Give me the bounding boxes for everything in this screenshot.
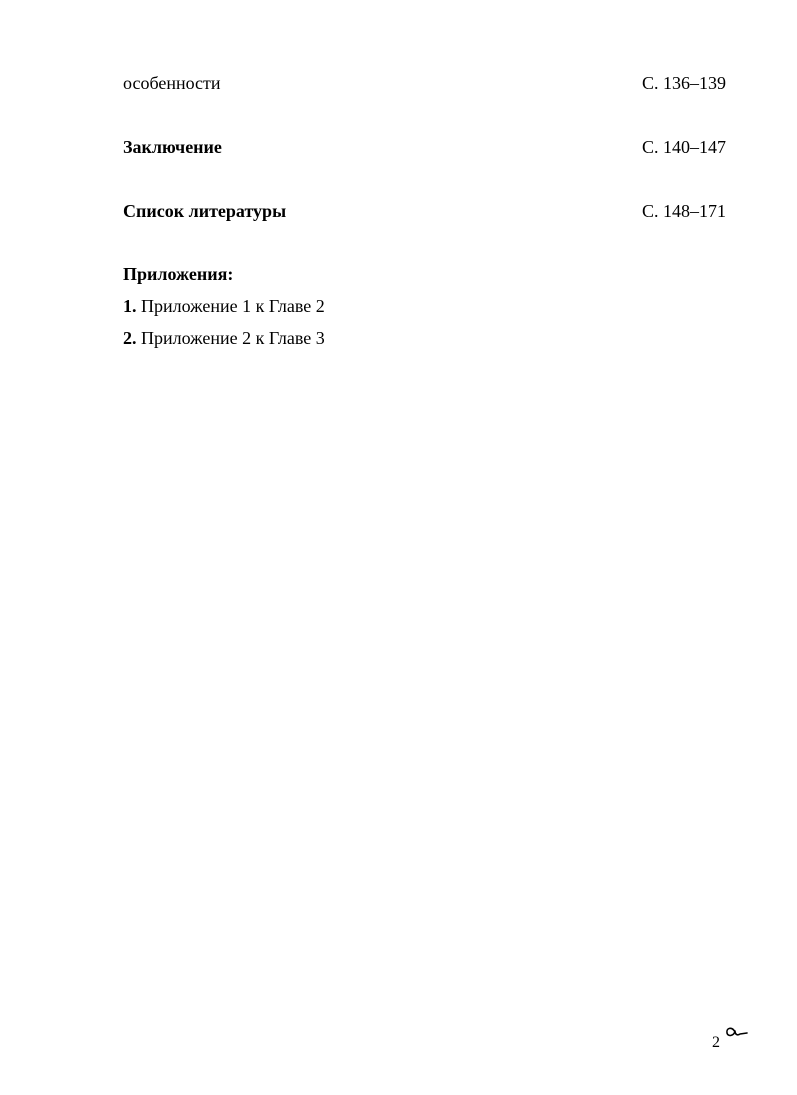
page-number: 2 — [712, 1034, 720, 1051]
appendix-item-number: 1. — [123, 296, 137, 316]
toc-title: особенности — [123, 73, 221, 93]
appendix-item-text: Приложение 2 к Главе 3 — [136, 328, 325, 348]
appendix-item-number: 2. — [123, 328, 137, 348]
appendix-item — [123, 295, 325, 317]
appendices-heading: Приложения: — [123, 264, 234, 284]
handwritten-letter-a-mark — [723, 1022, 749, 1040]
toc-pages: С. 140–147 — [641, 137, 726, 157]
appendix-item-text: Приложение 1 к Главе 2 — [136, 296, 325, 316]
toc-row-features — [123, 72, 726, 94]
toc-pages: С. 148–171 — [641, 201, 726, 221]
toc-row-conclusion — [123, 136, 726, 158]
toc-row-bibliography — [123, 200, 726, 222]
appendix-item — [123, 327, 325, 349]
toc-title: Заключение — [123, 137, 222, 157]
toc-pages: С. 136–139 — [641, 73, 726, 93]
toc-title: Список литературы — [123, 201, 287, 221]
